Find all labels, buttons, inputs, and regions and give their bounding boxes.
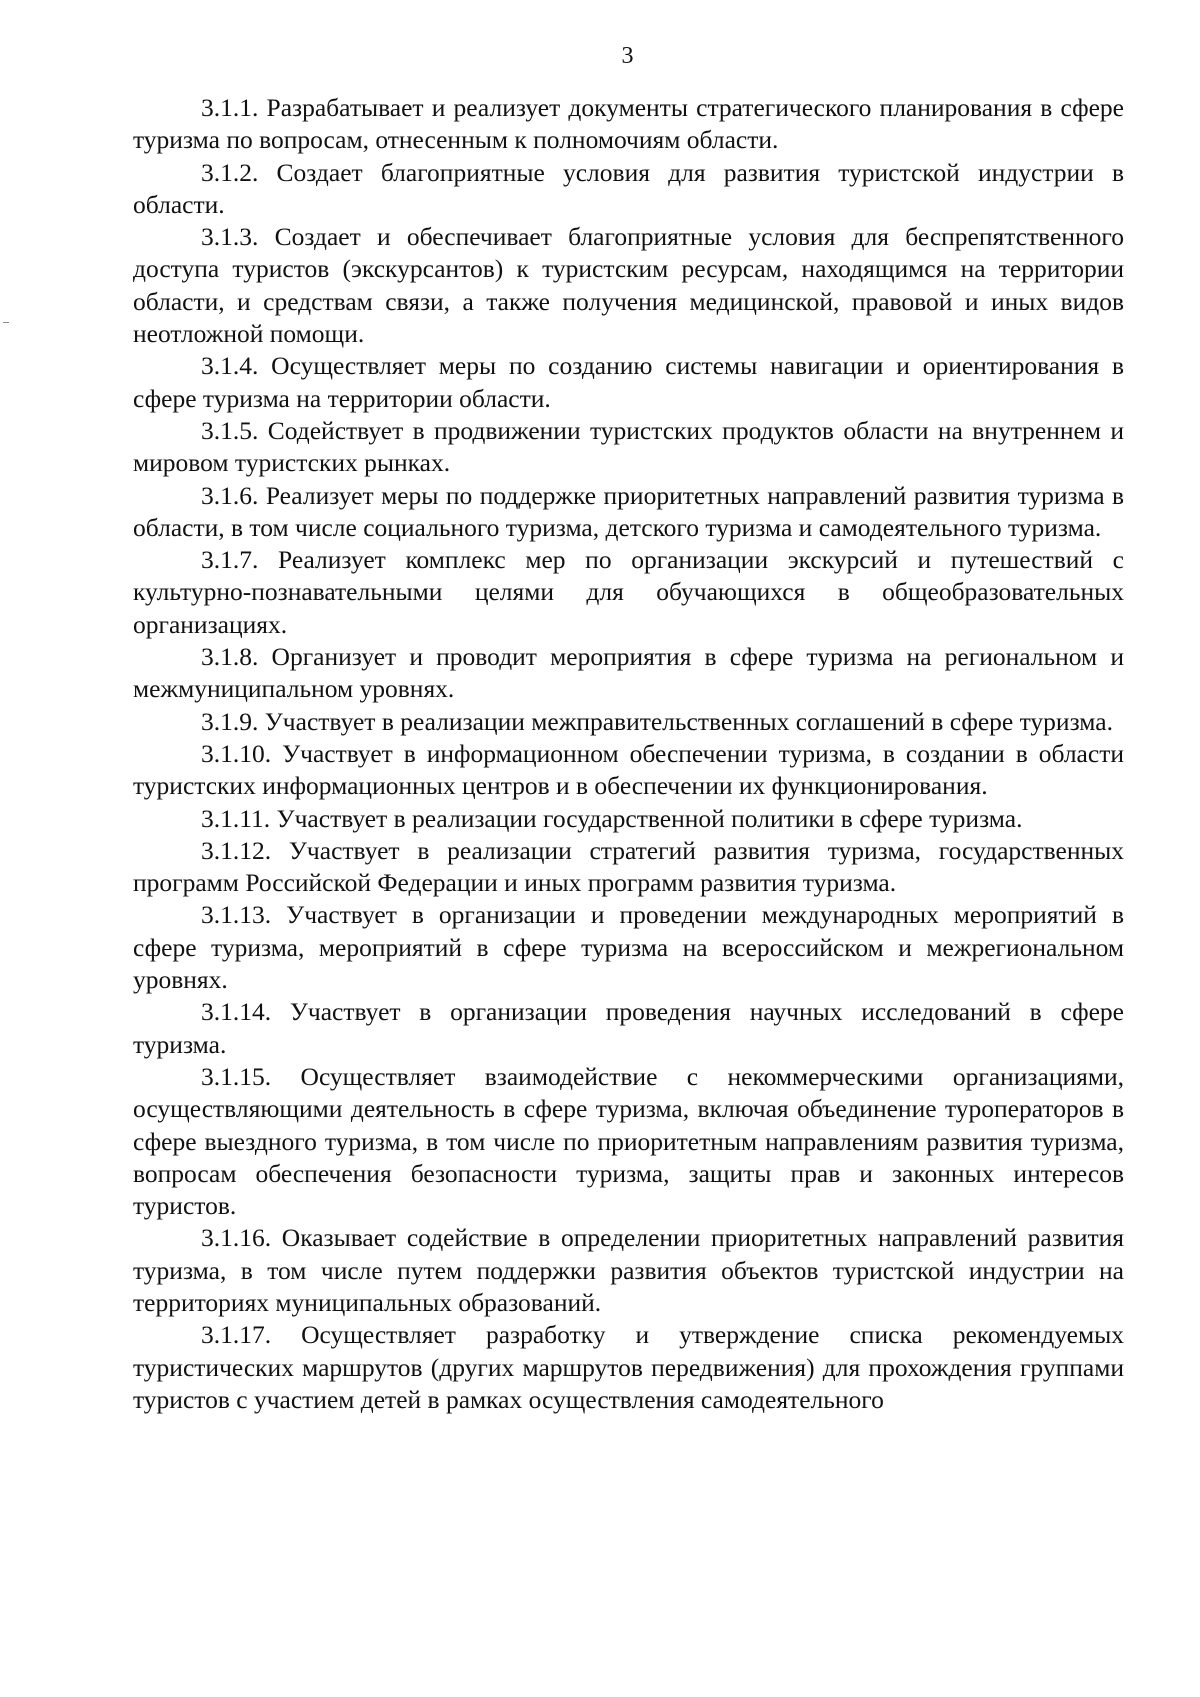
paragraph-3-1-16: 3.1.16. Оказывает содействие в определении приоритетных направлений развития туризма, в том числе путем поддержки развития объектов туристской индустрии на территориях муниципальных образований. xyxy=(133,1223,1124,1317)
paragraph-3-1-2: 3.1.2. Создает благоприятные условия для развития туристской индустрии в области. xyxy=(133,157,1124,219)
paragraph-3-1-17: 3.1.17. Осуществляет разработку и утверждение списка рекомендуемых туристических маршрутов (других маршрутов передвижения) для прохождения группами туристов с участием детей в рамках осуществления самодеятельного xyxy=(133,1320,1124,1414)
paragraph-3-1-8: 3.1.8. Организует и проводит мероприятия в сфере туризма на региональном и межмуниципальном уровнях. xyxy=(133,642,1124,704)
document-body xyxy=(133,92,1124,1416)
paragraph-3-1-7: 3.1.7. Реализует комплекс мер по организации экскурсий и путешествий с культурно-познавательными целями для обучающихся в общеобразовательных организациях. xyxy=(133,545,1124,639)
paragraph-3-1-9: 3.1.9. Участвует в реализации межправительственных соглашений в сфере туризма. xyxy=(201,706,1113,736)
scan-margin-mark xyxy=(3,322,9,323)
paragraph-3-1-14: 3.1.14. Участвует в организации проведения научных исследований в сфере туризма. xyxy=(133,997,1124,1059)
paragraph-3-1-12: 3.1.12. Участвует в реализации стратегий развития туризма, государственных программ Российской Федерации и иных программ развития туризма. xyxy=(133,835,1124,898)
paragraph-3-1-13: 3.1.13. Участвует в организации и проведении международных мероприятий в сфере туризма, мероприятий в сфере туризма на всероссийском и межрегиональном уровнях. xyxy=(133,900,1124,995)
paragraph-3-1-5: 3.1.5. Содействует в продвижении туристских продуктов области на внутреннем и мировом туристских рынках. xyxy=(133,415,1124,478)
paragraph-3-1-4: 3.1.4. Осуществляет меры по созданию системы навигации и ориентирования в сфере туризма на территории области. xyxy=(133,351,1124,413)
page-number: 3 xyxy=(621,43,634,69)
paragraph-3-1-10: 3.1.10. Участвует в информационном обеспечении туризма, в создании в области туристских информационных центров и в обеспечении их функционирования. xyxy=(133,738,1124,801)
paragraph-3-1-15: 3.1.15. Осуществляет взаимодействие с некоммерческими организациями, осуществляющими деятельность в сфере туризма, включая объединение туроператоров в сфере выездного туризма, в том числе по приоритетным направлениям развития туризма, вопросам обеспечения безопасности туризма, защиты прав и законных интересов туристов. xyxy=(133,1061,1124,1221)
paragraph-3-1-11: 3.1.11. Участвует в реализации государственной политики в сфере туризма. xyxy=(201,803,1023,833)
paragraph-3-1-3: 3.1.3. Создает и обеспечивает благоприятные условия для беспрепятственного доступа туристов (экскурсантов) к туристским ресурсам, находящимся на территории области, и средствам связи, а также получения медицинской, правовой и иных видов неотложной помощи. xyxy=(133,222,1124,349)
paragraph-3-1-1: 3.1.1. Разрабатывает и реализует документы стратегического планирования в сфере туризма по вопросам, отнесенным к полномочиям области. xyxy=(133,93,1124,155)
paragraph-3-1-6: 3.1.6. Реализует меры по поддержке приоритетных направлений развития туризма в области, в том числе социального туризма, детского туризма и самодеятельного туризма. xyxy=(133,480,1124,542)
